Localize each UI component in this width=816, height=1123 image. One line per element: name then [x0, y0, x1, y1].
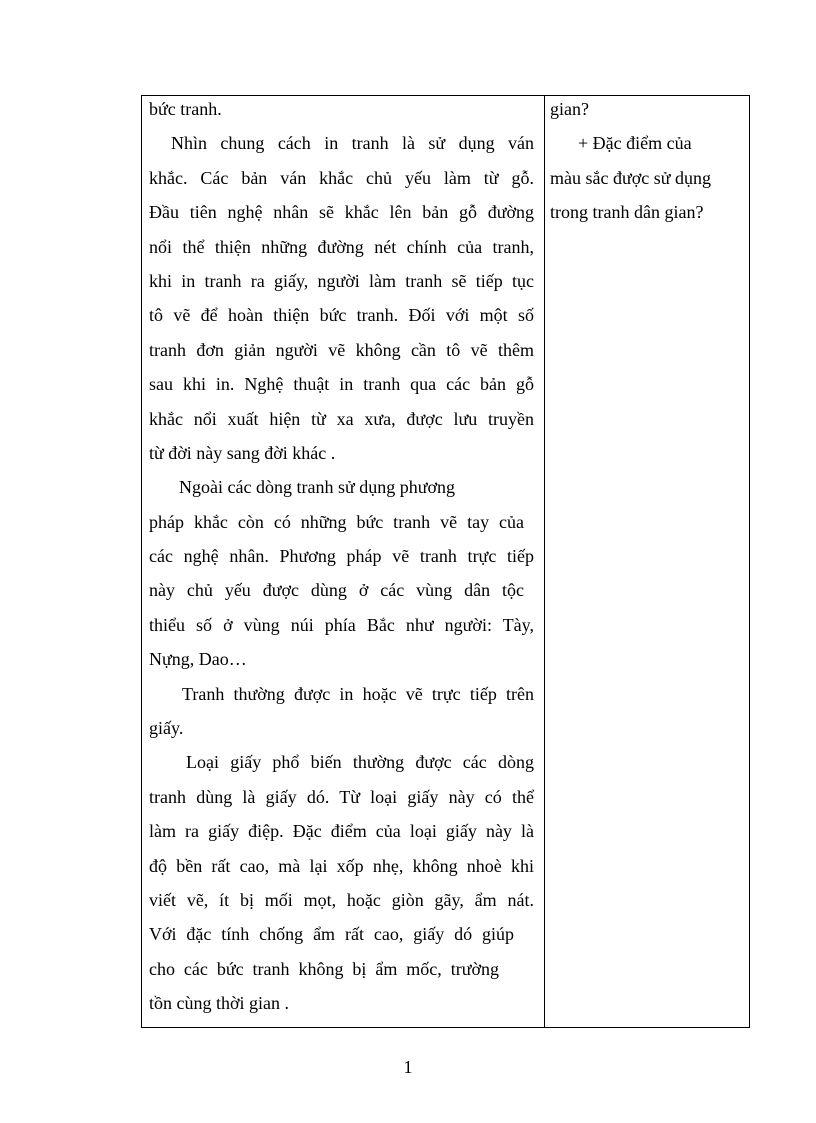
text-line: cho các bức tranh không bị ẩm mốc, trường [149, 958, 499, 979]
text-line: + Đặc điểm của [578, 133, 692, 154]
text-line: nổi thể thiện những đường nét chính của tranh, [149, 236, 534, 257]
text-line: pháp khắc còn có những bức tranh vẽ tay của [149, 511, 524, 532]
text-line: bức tranh. [149, 99, 222, 119]
text-line: tranh đơn giản người vẽ không cần tô vẽ thêm [149, 339, 534, 360]
text-line: khắc nổi xuất hiện từ xa xưa, được lưu truyền [149, 408, 534, 429]
text-line: màu sắc được sử dụng [550, 167, 711, 188]
text-line: gian? [550, 99, 589, 119]
text-line: Ngoài các dòng tranh sử dụng phương [179, 477, 455, 498]
text-line: làm ra giấy điệp. Đặc điểm của loại giấy này là [149, 821, 534, 842]
text-line: Nhìn chung cách in tranh là sử dụng ván [171, 133, 534, 154]
text-line: Với đặc tính chống ẩm rất cao, giấy dó giúp [149, 924, 514, 945]
content-table [141, 95, 750, 1028]
text-line: tô vẽ để hoàn thiện bức tranh. Đối với một số [149, 305, 534, 326]
text-line: Đầu tiên nghệ nhân sẽ khắc lên bản gỗ đường [149, 202, 534, 223]
text-line: từ đời này sang đời khác . [149, 442, 336, 463]
text-line: tồn cùng thời gian . [149, 993, 290, 1014]
right-text-block [545, 96, 749, 234]
left-cell [142, 96, 545, 1028]
right-cell [545, 96, 750, 1028]
text-line: thiểu số ở vùng núi phía Bắc như người: Tày, [149, 614, 534, 635]
text-line: Tranh thường được in hoặc vẽ trực tiếp trên [182, 683, 534, 704]
text-line: các nghệ nhân. Phương pháp vẽ tranh trực tiếp [149, 546, 534, 567]
text-line: sau khi in. Nghệ thuật in tranh qua các bản gỗ [149, 374, 534, 395]
text-line: khắc. Các bản ván khắc chủ yếu làm từ gỗ. [149, 167, 534, 188]
table-row [142, 96, 750, 1028]
text-line: trong tranh dân gian? [550, 202, 704, 223]
text-line: tranh dùng là giấy dó. Từ loại giấy này có thể [149, 786, 534, 807]
page-number: 1 [403, 1057, 413, 1077]
left-text-block [142, 96, 544, 1025]
text-line: Loại giấy phổ biến thường được các dòng [186, 752, 534, 773]
text-line: này chủ yếu được dùng ở các vùng dân tộc [149, 580, 524, 601]
text-line: khi in tranh ra giấy, người làm tranh sẽ tiếp tục [149, 270, 534, 291]
text-line: giấy. [149, 718, 184, 739]
text-line: độ bền rất cao, mà lại xốp nhẹ, không nhoè khi [149, 855, 534, 876]
text-line: viết vẽ, ít bị mối mọt, hoặc giòn gãy, ẩm nát. [149, 889, 534, 910]
text-line: Nựng, Dao… [149, 649, 247, 670]
